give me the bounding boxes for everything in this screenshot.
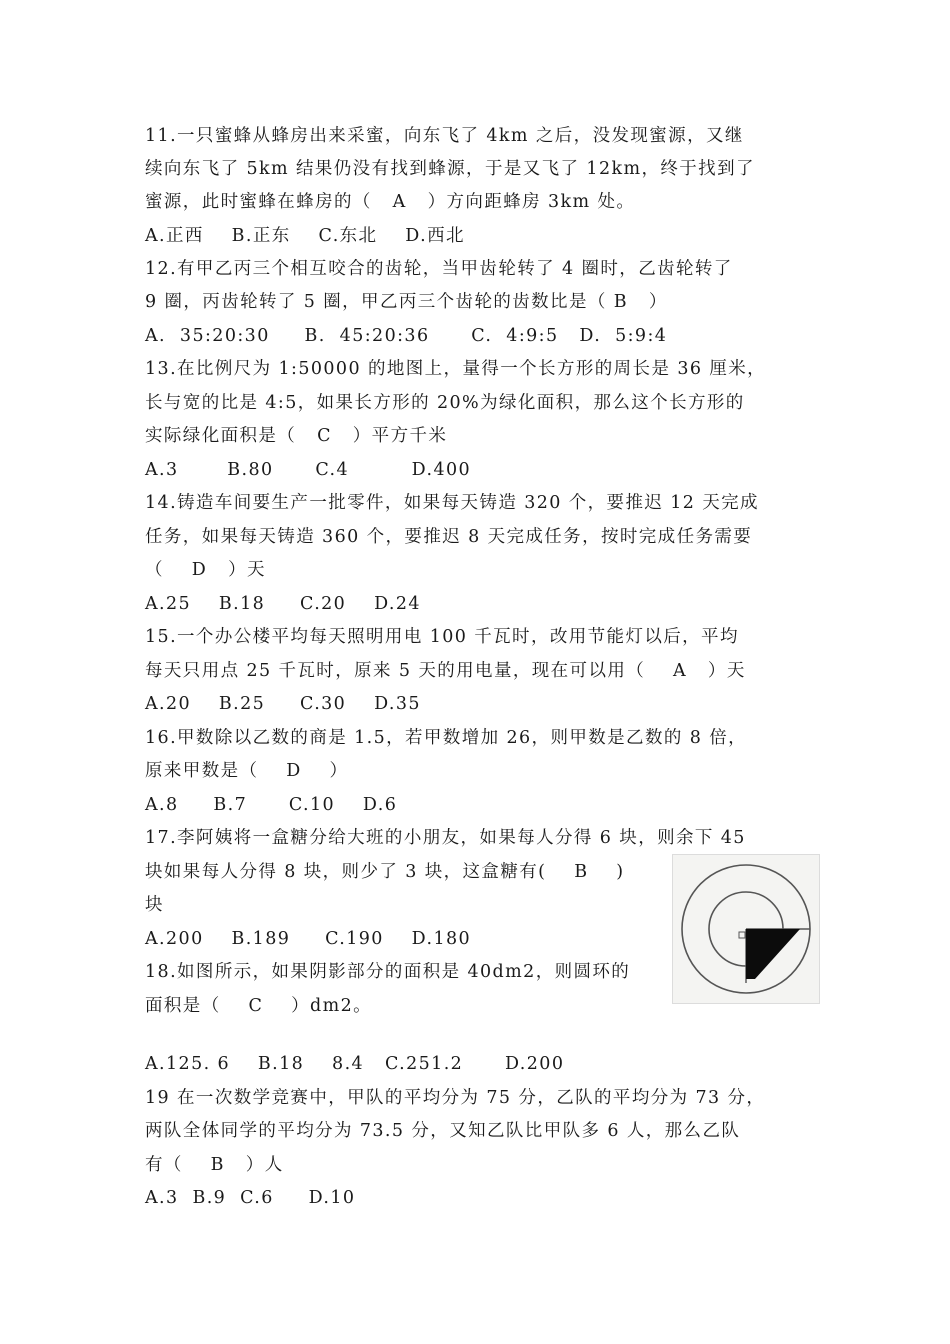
q17-line-1: 17.李阿姨将一盒糖分给大班的小朋友，如果每人分得 6 块，则余下 45 bbox=[145, 828, 746, 848]
q17-options: A.200 B.189 C.190 D.180 bbox=[145, 929, 472, 949]
q19-options: A.3 B.9 C.6 D.10 bbox=[145, 1188, 356, 1208]
right-angle-mark bbox=[739, 932, 745, 938]
q18-line-1: 18.如图所示，如果阴影部分的面积是 40dm2，则圆环的 bbox=[145, 962, 631, 982]
q11-line-1: 11.一只蜜蜂从蜂房出来采蜜，向东飞了 4km 之后，没发现蜜源，又继 bbox=[145, 126, 744, 146]
q16-line-2: 原来甲数是（ D ） bbox=[145, 761, 349, 781]
q14-line-1: 14.铸造车间要生产一批零件，如果每天铸造 320 个，要推迟 12 天完成 bbox=[145, 493, 759, 513]
q17-line-2: 块如果每人分得 8 块，则少了 3 块，这盒糖有( B ) bbox=[145, 862, 625, 882]
q19-line-2: 两队全体同学的平均分为 73.5 分，又知乙队比甲队多 6 人，那么乙队 bbox=[145, 1121, 741, 1141]
q17-line-3: 块 bbox=[145, 895, 164, 915]
q14-line-2: 任务，如果每天铸造 360 个，要推迟 8 天完成任务，按时完成任务需要 bbox=[145, 527, 753, 547]
q12-line-2: 9 圈，丙齿轮转了 5 圈，甲乙丙三个齿轮的齿数比是（ B ） bbox=[145, 292, 668, 312]
q19-line-3: 有（ B ）人 bbox=[145, 1155, 284, 1175]
q13-line-3: 实际绿化面积是（ C ）平方千米 bbox=[145, 426, 448, 446]
q13-options: A.3 B.80 C.4 D.400 bbox=[145, 460, 472, 480]
q16-options: A.8 B.7 C.10 D.6 bbox=[145, 795, 398, 815]
q14-line-3: （ D ）天 bbox=[145, 560, 266, 580]
q11-line-2: 续向东飞了 5km 结果仍没有找到蜂源，于是又飞了 12km，终于找到了 bbox=[145, 159, 755, 179]
q13-line-1: 13.在比例尺为 1:50000 的地图上，量得一个长方形的周长是 36 厘米， bbox=[145, 359, 767, 379]
q15-line-2: 每天只用点 25 千瓦时，原来 5 天的用电量，现在可以用（ A ）天 bbox=[145, 661, 746, 681]
q13-line-2: 长与宽的比是 4:5，如果长方形的 20%为绿化面积，那么这个长方形的 bbox=[145, 393, 745, 413]
q15-line-1: 15.一个办公楼平均每天照明用电 100 千瓦时，改用节能灯以后，平均 bbox=[145, 627, 739, 647]
q14-options: A.25 B.18 C.20 D.24 bbox=[145, 594, 421, 614]
q11-line-3: 蜜源，此时蜜蜂在蜂房的（ A ）方向距蜂房 3km 处。 bbox=[145, 192, 636, 212]
q15-options: A.20 B.25 C.30 D.35 bbox=[145, 694, 421, 714]
q19-line-1: 19 在一次数学竞赛中，甲队的平均分为 75 分，乙队的平均分为 73 分， bbox=[145, 1088, 766, 1108]
q18-line-2: 面积是（ C ）dm2。 bbox=[145, 996, 373, 1016]
q18-options: A.125. 6 B.18 8.4 C.251.2 D.200 bbox=[145, 1054, 565, 1074]
q12-options: A. 35:20:30 B. 45:20:36 C. 4:9:5 D. 5:9:4 bbox=[145, 326, 668, 346]
q12-line-1: 12.有甲乙丙三个相互咬合的齿轮，当甲齿轮转了 4 圈时，乙齿轮转了 bbox=[145, 259, 733, 279]
annulus-diagram bbox=[673, 855, 819, 1003]
q16-line-1: 16.甲数除以乙数的商是 1.5，若甲数增加 26，则甲数是乙数的 8 倍， bbox=[145, 728, 748, 748]
annulus-figure bbox=[672, 854, 820, 1004]
q11-options: A.正西 B.正东 C.东北 D.西北 bbox=[145, 226, 465, 246]
